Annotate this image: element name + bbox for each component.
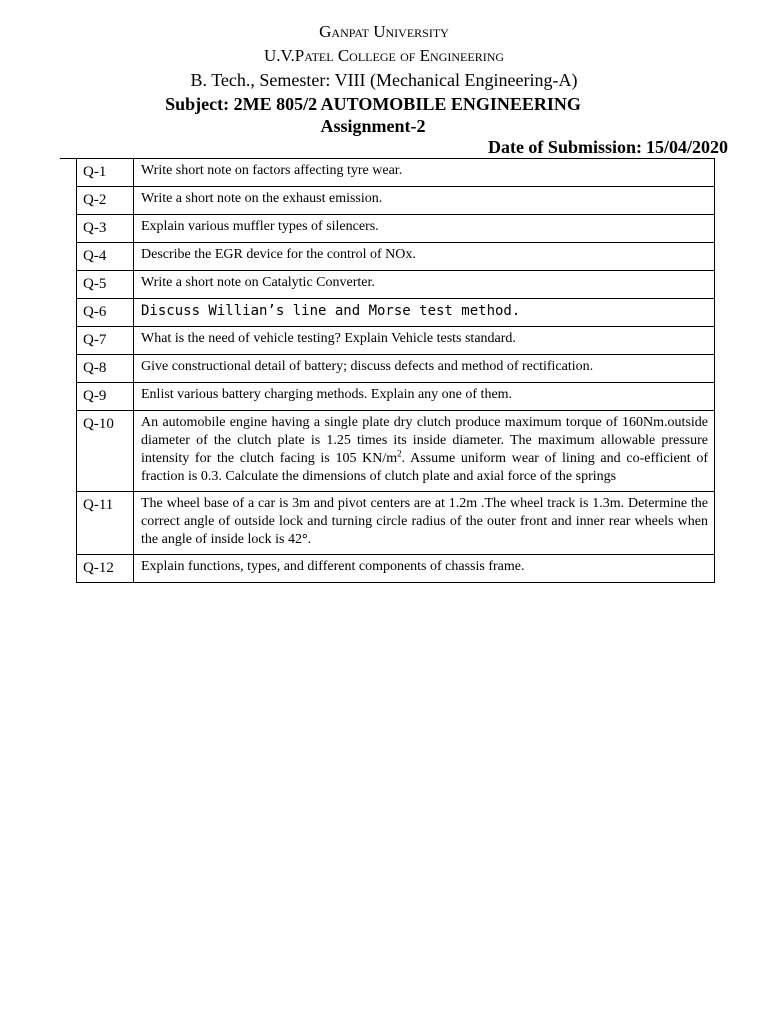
superscript: 2 — [397, 448, 402, 459]
question-text — [134, 492, 715, 555]
question-text-part: An automobile engine having a single plate dry clutch produce maximum torque of 160Nm.outside diameter of the clutch plate is 1.25 times its inside diameter. The maximum allowable pressure intensity for the clutch facing is 105 KN/m — [141, 415, 708, 466]
question-row — [77, 299, 715, 327]
question-number: Q-10 — [77, 411, 134, 492]
question-row — [77, 159, 715, 187]
question-row — [77, 555, 715, 583]
question-text: Write a short note on Catalytic Converter. — [134, 271, 715, 299]
question-number: Q-2 — [77, 187, 134, 215]
question-row — [77, 215, 715, 243]
question-number: Q-3 — [77, 215, 134, 243]
question-text: What is the need of vehicle testing? Explain Vehicle tests standard. — [134, 327, 715, 355]
university-name: Ganpat University — [319, 22, 449, 41]
question-text-part: . Assume uniform wear of lining and co-efficient of fraction is 0.3. Calculate the dimensions of clutch plate and axial force of the springs — [141, 451, 708, 484]
question-text: Discuss Willian’s line and Morse test method. — [134, 299, 715, 327]
question-number: Q-6 — [77, 299, 134, 327]
question-text: Give constructional detail of battery; discuss defects and method of rectification. — [134, 355, 715, 383]
question-row — [77, 355, 715, 383]
question-row — [77, 327, 715, 355]
question-row — [77, 492, 715, 555]
question-text — [134, 411, 715, 492]
submission-date — [488, 137, 728, 158]
question-number: Q-7 — [77, 327, 134, 355]
question-row — [77, 383, 715, 411]
question-row — [77, 271, 715, 299]
question-text-part: . — [307, 532, 312, 547]
college-name: U.V.Patel College of Engineering — [263, 46, 505, 65]
degree-symbol: ° — [301, 532, 308, 547]
question-number: Q-1 — [77, 159, 134, 187]
question-text: Describe the EGR device for the control of NOx. — [134, 243, 715, 271]
question-number: Q-8 — [77, 355, 134, 383]
program-line: B. Tech., Semester: VIII (Mechanical Engineering-A) — [190, 70, 578, 90]
question-text: Write short note on factors affecting tyre wear. — [134, 159, 715, 187]
question-number: Q-5 — [77, 271, 134, 299]
question-text: Write a short note on the exhaust emission. — [134, 187, 715, 215]
questions-table — [76, 158, 715, 583]
question-number: Q-12 — [77, 555, 134, 583]
date-label: Date of Submission: — [487, 137, 642, 157]
question-row — [77, 187, 715, 215]
question-text: Explain various muffler types of silencers. — [134, 215, 715, 243]
question-row — [77, 243, 715, 271]
question-text-part: The wheel base of a car is 3m and pivot centers are at 1.2m .The wheel track is 1.3m. Determine the correct angle of outside lock and turning circle radius of the outer front and inner rear wheels when the angle of inside lock is 42 — [141, 496, 708, 547]
date-value: 15/04/2020 — [645, 137, 728, 157]
question-number: Q-11 — [77, 492, 134, 555]
assignment-title: Assignment-2 — [320, 116, 426, 136]
question-text: Explain functions, types, and different components of chassis frame. — [134, 555, 715, 583]
subject-line: Subject: 2ME 805/2 AUTOMOBILE ENGINEERING — [165, 94, 581, 114]
question-row — [77, 411, 715, 492]
question-text: Enlist various battery charging methods. Explain any one of them. — [134, 383, 715, 411]
question-number: Q-9 — [77, 383, 134, 411]
table-top-rule — [60, 158, 76, 159]
question-number: Q-4 — [77, 243, 134, 271]
